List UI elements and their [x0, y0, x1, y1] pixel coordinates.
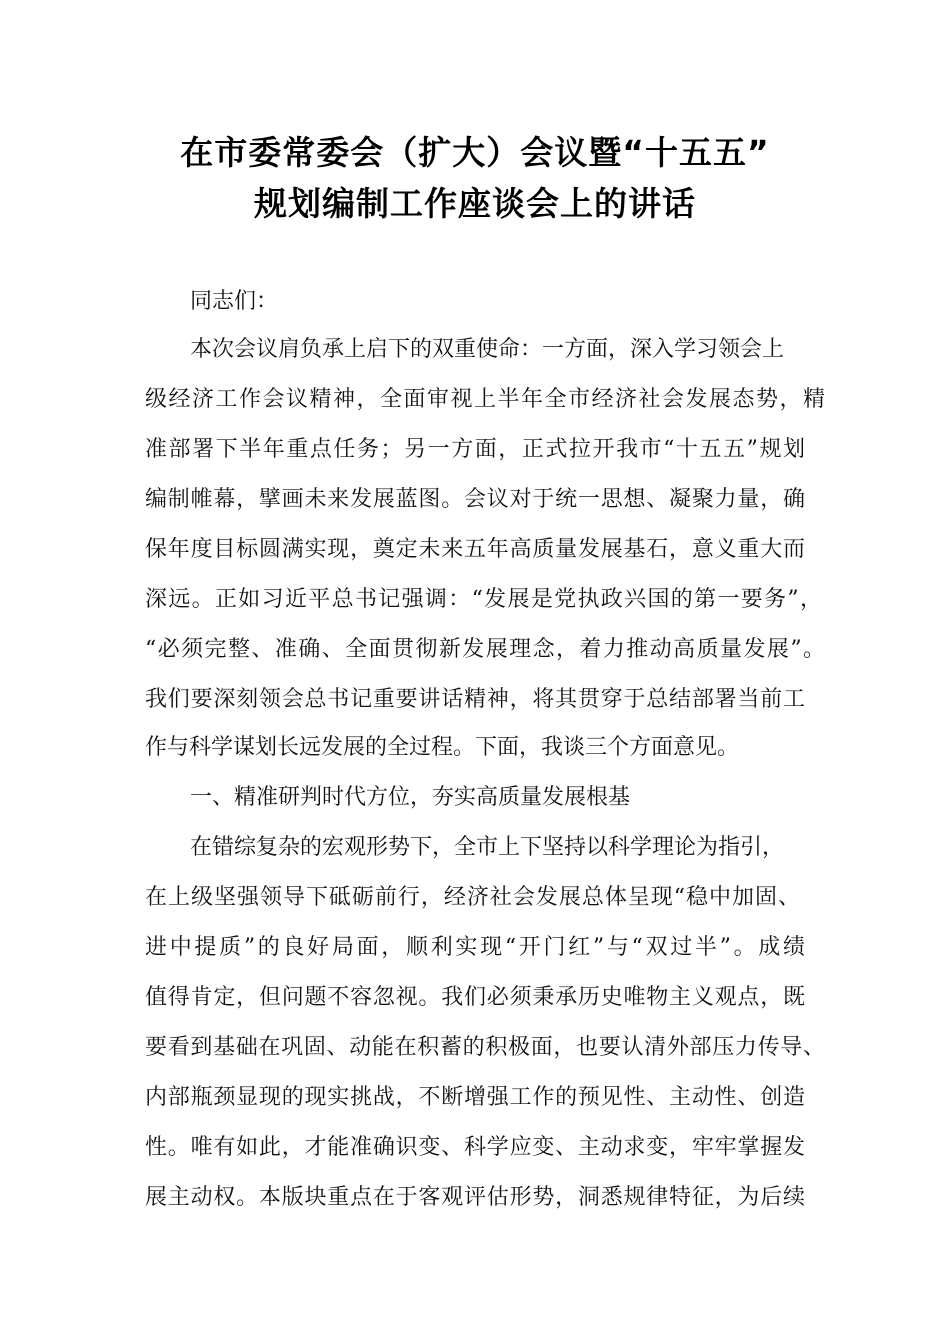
document-title-line-1: 在市委常委会（扩大）会议暨“十五五”	[180, 133, 770, 172]
paragraph-1-line-4: 编制帷幕，擘画未来发展蓝图。会议对于统一思想、凝聚力量，确	[145, 487, 805, 512]
document-title-line-2: 规划编制工作座谈会上的讲话	[254, 184, 696, 223]
paragraph-2-line-1: 在错综复杂的宏观形势下，全市上下坚持以科学理论为指引，	[190, 835, 785, 860]
paragraph-1-line-1: 本次会议肩负承上启下的双重使命：一方面，深入学习领会上	[190, 337, 785, 362]
salutation: 同志们：	[190, 289, 279, 314]
paragraph-1-line-8: 我们要深刻领会总书记重要讲话精神，将其贯穿于总结部署当前工	[145, 687, 805, 712]
paragraph-1-line-2: 级经济工作会议精神，全面审视上半年全市经济社会发展态势，精	[145, 387, 825, 412]
paragraph-1-line-6: 深远。正如习近平总书记强调：“发展是党执政兴国的第一要务”，	[145, 587, 822, 612]
paragraph-1-line-9: 作与科学谋划长远发展的全过程。下面，我谈三个方面意见。	[145, 735, 740, 760]
paragraph-2-line-7: 性。唯有如此，才能准确识变、科学应变、主动求变，牢牢掌握发	[145, 1135, 805, 1160]
paragraph-1-line-5: 保年度目标圆满实现，奠定未来五年高质量发展基石，意义重大而	[145, 537, 805, 562]
paragraph-2-line-4: 值得肯定，但问题不容忽视。我们必须秉承历史唯物主义观点，既	[145, 985, 805, 1010]
paragraph-2-line-3: 进中提质”的良好局面，顺利实现“开门红”与“双过半”。成绩	[145, 935, 805, 960]
paragraph-1-line-7: “必须完整、准确、全面贯彻新发展理念，着力推动高质量发展”。	[145, 637, 825, 662]
paragraph-2-line-5: 要看到基础在巩固、动能在积蓄的积极面，也要认清外部压力传导、	[145, 1035, 825, 1060]
paragraph-2-line-8: 展主动权。本版块重点在于客观评估形势，洞悉规律特征，为后续	[145, 1185, 805, 1210]
paragraph-1-line-3: 准部署下半年重点任务；另一方面，正式拉开我市“十五五”规划	[145, 437, 805, 462]
paragraph-2-line-2: 在上级坚强领导下砥砺前行，经济社会发展总体呈现“稳中加固、	[145, 885, 800, 910]
paragraph-2-line-6: 内部瓶颈显现的现实挑战，不断增强工作的预见性、主动性、创造	[145, 1085, 805, 1110]
section-heading-1: 一、精准研判时代方位，夯实高质量发展根基	[190, 785, 631, 810]
